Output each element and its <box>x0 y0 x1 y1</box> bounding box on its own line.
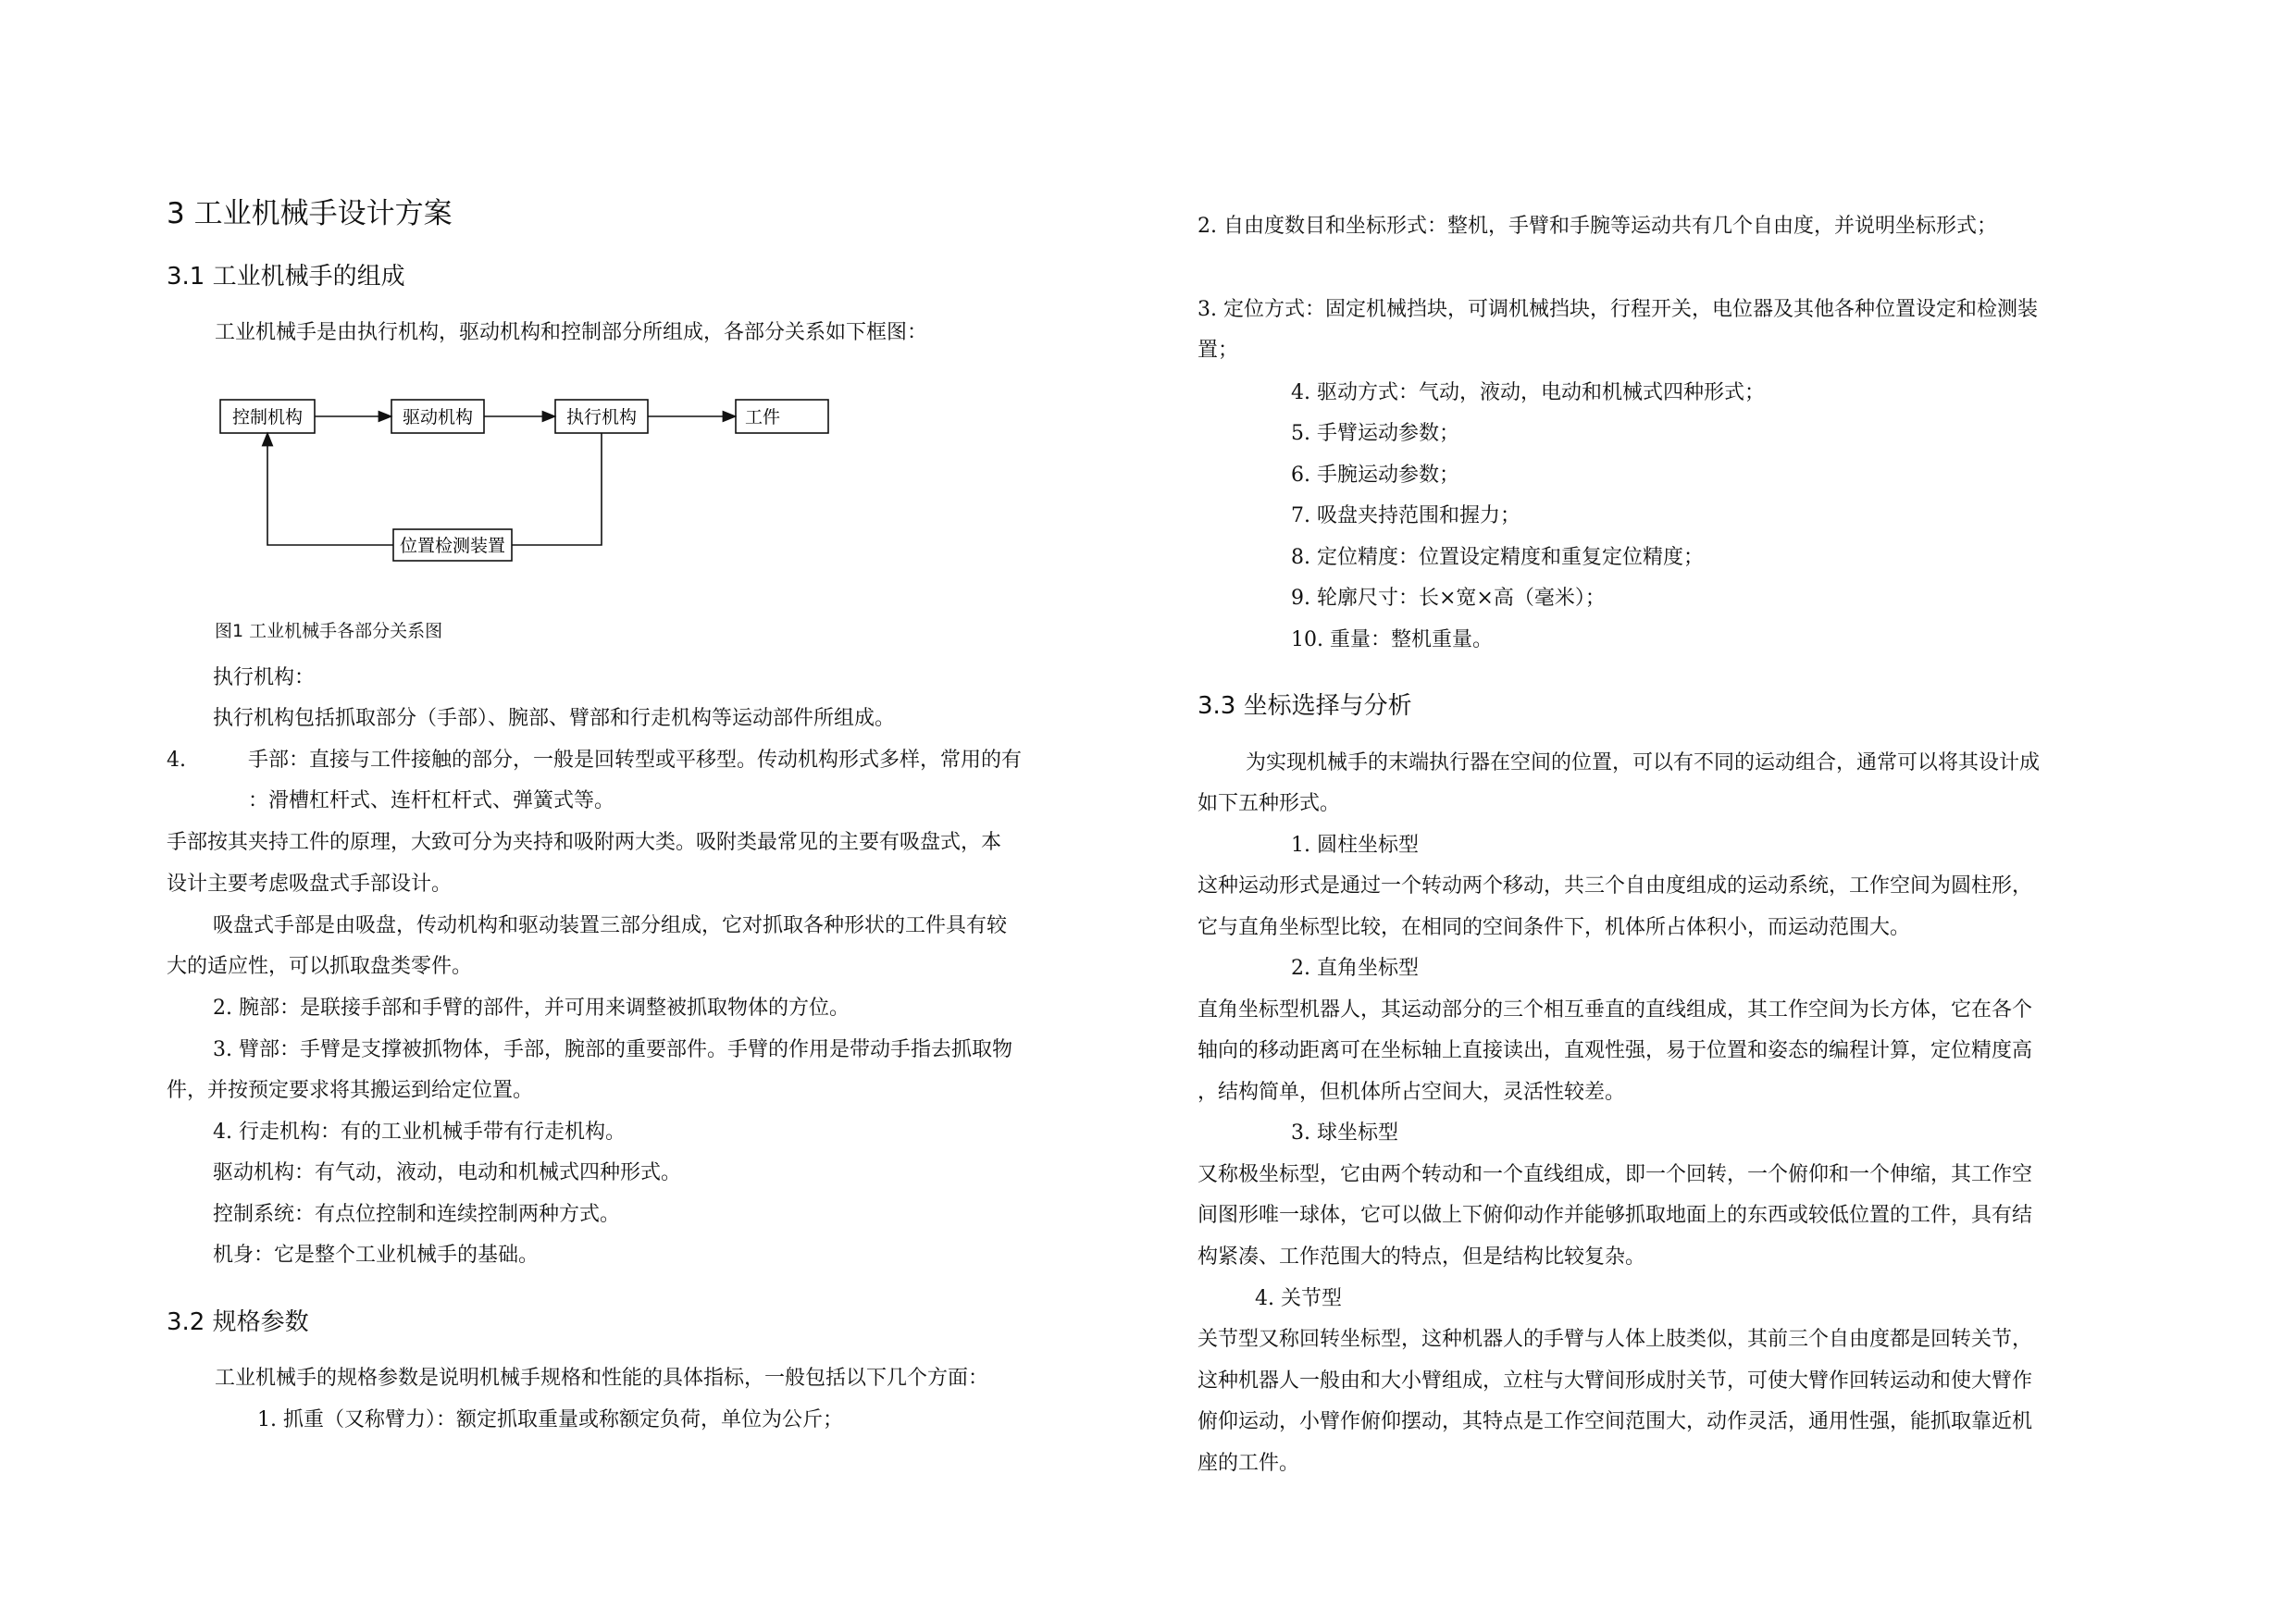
paragraph: 控制系统：有点位控制和连续控制两种方式。 <box>213 1203 621 1226</box>
paragraph: 间图形唯一球体，它可以做上下俯仰动作并能够抓取地面上的东西或较低位置的工件，具有结 <box>1198 1204 2033 1227</box>
paragraph: 手部按其夹持工件的原理，大致可分为夹持和吸附两大类。吸附类最常见的主要有吸盘式，本 <box>167 831 1002 854</box>
list-number: 4. <box>167 749 186 772</box>
paragraph: 执行机构包括抓取部分（手部）、腕部、臂部和行走机构等运动部件所组成。 <box>213 707 896 730</box>
detect-label: 位置检测装置 <box>399 536 506 556</box>
composition-diagram <box>213 389 861 574</box>
feedback-detect-control <box>267 433 393 545</box>
paragraph: 1. 圆柱坐标型 <box>1291 834 1419 857</box>
section-title-3-2: 3.2 规格参数 <box>167 1308 309 1336</box>
paragraph: 构紧凑、工作范围大的特点，但是结构比较复杂。 <box>1198 1245 1646 1269</box>
paragraph: 置； <box>1198 339 1239 362</box>
section-title-3-3: 3.3 坐标选择与分析 <box>1198 692 1412 720</box>
paragraph: 机身：它是整个工业机械手的基础。 <box>213 1244 540 1267</box>
paragraph: 驱动机构：有气动，液动，电动和机械式四种形式。 <box>213 1161 682 1184</box>
paragraph: 1. 抓重（又称臂力）：额定抓取重量或称额定负荷，单位为公斤； <box>257 1408 843 1431</box>
paragraph: 2. 直角坐标型 <box>1291 957 1419 980</box>
paragraph: 吸盘式手部是由吸盘，传动机构和驱动装置三部分组成，它对抓取各种形状的工件具有较 <box>213 914 1008 937</box>
paragraph: 6. 手腕运动参数； <box>1291 464 1459 487</box>
workpiece-label: 工件 <box>744 407 781 427</box>
paragraph: 件，并按预定要求将其搬运到给定位置。 <box>167 1079 534 1102</box>
paragraph: 2. 自由度数目和坐标形式：整机，手臂和手腕等运动共有几个自由度，并说明坐标形式； <box>1198 215 1997 238</box>
paragraph: 座的工件。 <box>1198 1452 1300 1475</box>
chapter-title: 3 工业机械手设计方案 <box>167 197 453 230</box>
paragraph: 关节型又称回转坐标型，这种机器人的手臂与人体上肢类似，其前三个自由度都是回转关节， <box>1198 1328 2033 1351</box>
feedback-exec-detect <box>512 433 602 545</box>
paragraph: 9. 轮廓尺寸：长×宽×高（毫米）； <box>1291 587 1606 610</box>
paragraph: 3. 臂部：手臂是支撑被抓物体，手部，腕部的重要部件。手臂的作用是带动手指去抓取物 <box>213 1038 1012 1061</box>
drive-label: 驱动机构 <box>402 407 474 427</box>
paragraph: 工业机械手是由执行机构，驱动机构和控制部分所组成，各部分关系如下框图： <box>215 321 928 344</box>
paragraph: 4. 驱动方式：气动，液动，电动和机械式四种形式； <box>1291 381 1765 404</box>
paragraph: 它与直角坐标型比较，在相同的空间条件下，机体所占体积小，而运动范围大。 <box>1198 916 1911 939</box>
paragraph: 3. 定位方式：固定机械挡块，可调机械挡块，行程开关，电位器及其他各种位置设定和检测装 <box>1198 298 2038 321</box>
paragraph: 5. 手臂运动参数； <box>1291 422 1459 445</box>
paragraph: 10. 重量：整机重量。 <box>1291 628 1493 651</box>
exec-label: 执行机构 <box>565 407 638 427</box>
paragraph: 大的适应性，可以抓取盘类零件。 <box>167 955 473 978</box>
paragraph: 手部：直接与工件接触的部分，一般是回转型或平移型。传动机构形式多样，常用的有 <box>248 749 1023 772</box>
paragraph: 为实现机械手的末端执行器在空间的位置，可以有不同的运动组合，通常可以将其设计成 <box>1246 751 2041 774</box>
paragraph: 8. 定位精度：位置设定精度和重复定位精度； <box>1291 546 1704 569</box>
paragraph: ：滑槽杠杆式、连杆杠杆式、弹簧式等。 <box>248 789 615 812</box>
paragraph: 4. 行走机构：有的工业机械手带有行走机构。 <box>213 1121 626 1144</box>
paragraph: 这种机器人一般由和大小臂组成，立柱与大臂间形成肘关节，可使大臂作回转运动和使大臂作 <box>1198 1369 2033 1393</box>
section-title-3-1: 3.1 工业机械手的组成 <box>167 263 405 291</box>
paragraph: 2. 腕部：是联接手部和手臂的部件，并可用来调整被抓取物体的方位。 <box>213 997 850 1020</box>
paragraph: 如下五种形式。 <box>1198 792 1341 815</box>
paragraph: 设计主要考虑吸盘式手部设计。 <box>167 873 453 896</box>
paragraph: 7. 吸盘夹持范围和握力； <box>1291 504 1520 527</box>
figure-caption: 图1 工业机械手各部分关系图 <box>215 621 443 641</box>
paragraph: 4. 关节型 <box>1255 1287 1342 1310</box>
paragraph: 执行机构： <box>213 666 316 689</box>
paragraph: 直角坐标型机器人，其运动部分的三个相互垂直的直线组成，其工作空间为长方体，它在各个 <box>1198 998 2033 1022</box>
paragraph: ，结构简单，但机体所占空间大，灵活性较差。 <box>1198 1081 1626 1104</box>
paragraph: 工业机械手的规格参数是说明机械手规格和性能的具体指标，一般包括以下几个方面： <box>215 1367 989 1390</box>
paragraph: 又称极坐标型，它由两个转动和一个直线组成，即一个回转，一个俯仰和一个伸缩，其工作空 <box>1198 1163 2033 1186</box>
paragraph: 轴向的移动距离可在坐标轴上直接读出，直观性强，易于位置和姿态的编程计算，定位精度高 <box>1198 1039 2033 1062</box>
paragraph: 3. 球坐标型 <box>1291 1121 1398 1145</box>
paragraph: 这种运动形式是通过一个转动两个移动，共三个自由度组成的运动系统，工作空间为圆柱形， <box>1198 874 2033 898</box>
control-label: 控制机构 <box>231 407 304 427</box>
paragraph: 俯仰运动，小臂作俯仰摆动，其特点是工作空间范围大，动作灵活，通用性强，能抓取靠近机 <box>1198 1410 2033 1433</box>
